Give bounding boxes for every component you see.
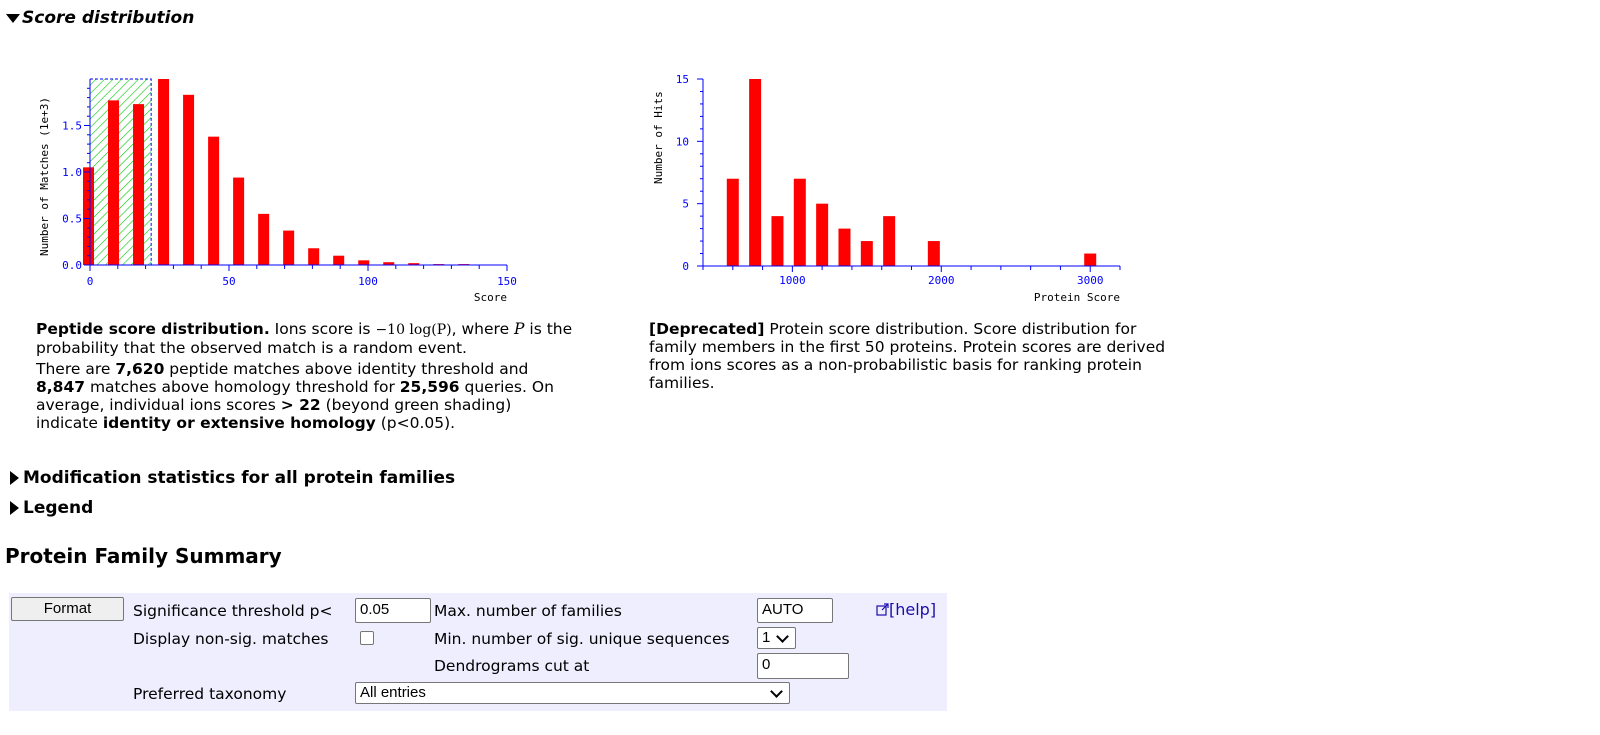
min-unique-label: Min. number of sig. unique sequences <box>434 630 730 648</box>
caption-text: , where <box>451 320 515 338</box>
peptide-bar <box>333 256 344 265</box>
expand-triangle-icon <box>10 501 19 515</box>
x-tick-label: 150 <box>497 275 517 288</box>
peptide-bar <box>258 214 269 265</box>
peptide-bar <box>308 248 319 265</box>
help-link[interactable] <box>876 600 936 619</box>
expand-triangle-icon <box>10 471 19 485</box>
protein-bar <box>883 216 895 266</box>
caption-text: average, individual ions scores <box>36 396 281 414</box>
protein-caption <box>649 320 1209 392</box>
max-families-input[interactable]: AUTO <box>757 598 833 623</box>
summary-title: Protein Family Summary <box>5 544 282 568</box>
caption-text: (p<0.05). <box>375 414 456 432</box>
caption-text: There are <box>36 360 116 378</box>
peptide-bar <box>233 178 244 265</box>
caption-text: (beyond green shading) <box>320 396 512 414</box>
p-symbol: P <box>514 320 525 338</box>
peptide-bar <box>283 231 294 265</box>
caption-text: matches above homology threshold for <box>85 378 400 396</box>
query-count: 25,596 <box>399 378 460 396</box>
identity-count: 7,620 <box>115 360 165 378</box>
non-sig-checkbox[interactable] <box>360 631 374 645</box>
non-sig-label: Display non-sig. matches <box>133 630 329 648</box>
caption-text: Protein score distribution. Score distribution for <box>764 320 1137 338</box>
taxonomy-value: All entries <box>360 684 426 701</box>
peptide-bar <box>133 104 144 265</box>
protein-bar <box>749 79 761 266</box>
peptide-chart-ylabel: Number of Matches (1e+3) <box>38 97 51 256</box>
protein-bar <box>794 179 806 266</box>
score-distribution-toggle[interactable] <box>6 8 194 28</box>
formula: −10 log(P) <box>375 322 452 338</box>
x-tick-label: 1000 <box>779 274 806 287</box>
x-tick-label: 50 <box>222 275 236 288</box>
deprecated-label: [Deprecated] <box>649 320 765 338</box>
taxonomy-select[interactable] <box>355 682 790 704</box>
caption-text: peptide matches above identity threshold and <box>164 360 529 378</box>
homology-count: 8,847 <box>36 378 86 396</box>
caption-text: indicate <box>36 414 103 432</box>
max-families-label: Max. number of families <box>434 602 622 620</box>
caption-line: from ions scores as a non-probabilistic basis for ranking protein <box>649 356 1142 374</box>
peptide-caption-title: Peptide score distribution. <box>36 320 270 338</box>
legend-toggle[interactable] <box>10 498 93 518</box>
peptide-bar <box>358 260 369 265</box>
protein-bar <box>838 229 850 266</box>
y-tick-label: 5 <box>682 197 689 211</box>
y-tick-label: 0 <box>682 260 689 273</box>
y-tick-label: 0.5 <box>62 212 82 226</box>
chevron-down-icon <box>770 685 783 698</box>
peptide-bar <box>158 79 169 265</box>
peptide-chart-xlabel: Score <box>473 291 507 304</box>
y-tick-label: 1.0 <box>62 166 82 179</box>
protein-score-chart <box>645 60 1145 310</box>
protein-bar <box>861 241 873 266</box>
peptide-score-chart <box>30 60 550 310</box>
score-threshold: > 22 <box>280 396 321 414</box>
min-unique-value: 1 <box>762 629 771 646</box>
peptide-bar <box>83 167 94 265</box>
peptide-bar <box>108 100 119 265</box>
y-tick-label: 10 <box>675 135 689 149</box>
y-tick-label: 1.5 <box>62 119 82 133</box>
protein-bar <box>816 204 828 266</box>
peptide-caption <box>36 320 616 432</box>
chevron-down-icon <box>776 630 789 643</box>
x-tick-label: 2000 <box>928 274 955 287</box>
caption-bold: identity or extensive homology <box>102 414 376 432</box>
y-tick-label: 0.0 <box>62 259 82 272</box>
x-tick-label: 3000 <box>1076 274 1104 287</box>
dendrogram-input[interactable]: 0 <box>757 653 849 679</box>
caption-text: is the <box>524 320 573 338</box>
format-button[interactable]: Format <box>11 597 124 621</box>
caption-line: family members in the first 50 proteins. Protein scores are derived <box>649 338 1166 356</box>
protein-bar <box>771 216 783 266</box>
legend-title: Legend <box>23 498 94 518</box>
peptide-bar <box>208 137 219 265</box>
x-tick-label: 100 <box>358 275 378 288</box>
external-link-icon <box>876 603 889 616</box>
peptide-bar <box>183 95 194 265</box>
min-unique-select[interactable] <box>757 627 796 649</box>
collapse-triangle-icon <box>6 14 20 23</box>
modification-stats-toggle[interactable] <box>10 468 455 488</box>
taxonomy-label: Preferred taxonomy <box>133 685 287 703</box>
protein-bar <box>727 179 739 266</box>
caption-line: probability that the observed match is a random event. <box>36 339 467 357</box>
x-tick-label: 0 <box>86 275 94 288</box>
caption-line: families. <box>649 374 715 392</box>
modification-stats-title: Modification statistics for all protein families <box>23 468 456 488</box>
score-distribution-title: Score distribution <box>22 8 195 28</box>
caption-text: Ions score is <box>274 320 376 338</box>
sig-threshold-label: Significance threshold p< <box>133 602 333 620</box>
protein-bar <box>1084 254 1096 266</box>
help-label: [help] <box>889 600 937 619</box>
protein-chart-ylabel: Number of Hits <box>652 91 665 184</box>
sig-threshold-input[interactable]: 0.05 <box>355 598 431 623</box>
protein-bar <box>928 241 940 266</box>
y-tick-label: 15 <box>675 73 689 86</box>
dendrogram-label: Dendrograms cut at <box>434 657 590 675</box>
caption-text: queries. On <box>459 378 554 396</box>
protein-chart-xlabel: Protein Score <box>1033 291 1120 304</box>
